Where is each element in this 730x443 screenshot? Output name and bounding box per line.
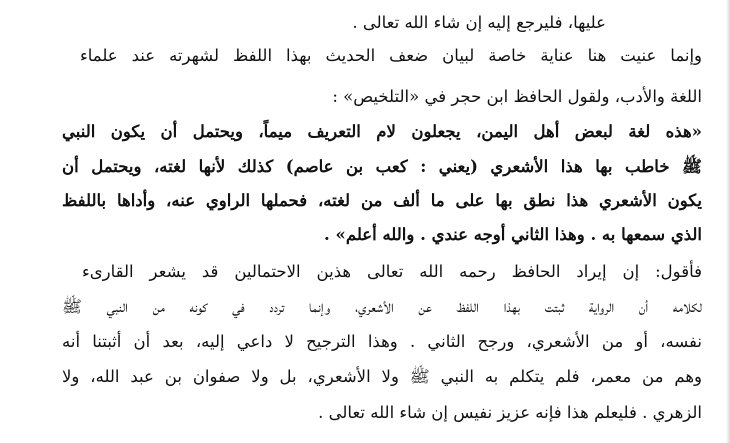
text-line-1: عليها، فليرجع إليه إن شاء الله تعالى . bbox=[352, 13, 606, 32]
text-line-10: نفسه، أو من الأشعري، ورجح الثاني . وهذا الترجيح لا داعي إليه، بعد أن أثبتنا أنه bbox=[62, 332, 702, 351]
text-line-3: اللغة والأدب، ولقول الحافظ ابن حجر في «التلخيص» : bbox=[332, 87, 702, 106]
quote-line-2: ﷺ خاطب بها هذا الأشعري (يعني : كعب بن عاصم) كذلك لأنها لغته، ويحتمل أن bbox=[62, 157, 702, 176]
page-edge bbox=[726, 0, 730, 443]
quote-line-1: «هذه لغة لبعض أهل اليمن، يجعلون لام التعريف ميماً، ويحتمل أن يكون النبي bbox=[62, 122, 702, 141]
text-line-9: لكلامه أن الرواية ثبتت بهذا اللفظ عن الأشعري، وإنما تردد في كونه من النبي ﷺ bbox=[62, 297, 702, 316]
text-line-2: وإنما عنيت هنا عناية خاصة لبيان ضعف الحديث بهذا اللفظ لشهرته عند علماء bbox=[80, 46, 702, 65]
text-line-8: فأقول: إن إيراد الحافظ رحمه الله تعالى هذين الاحتمالين قد يشعر القارىء bbox=[82, 262, 702, 281]
quote-line-3: يكون الأشعري هذا نطق بها على ما ألف من لغته، فحملها الراوي عنه، وأداها باللفظ bbox=[62, 191, 702, 210]
text-line-11: وهم من معمر، فلم يتكلم به النبي ﷺ ولا الأشعري، بل ولا صفوان بن عبد الله، ولا bbox=[62, 367, 702, 386]
quote-line-4: الذي سمعها به . وهذا الثاني أوجه عندي . والله أعلم» . bbox=[324, 225, 702, 244]
text-line-12: الزهري . فليعلم هذا فإنه عزيز نفيس إن شاء الله تعالى . bbox=[318, 403, 702, 422]
